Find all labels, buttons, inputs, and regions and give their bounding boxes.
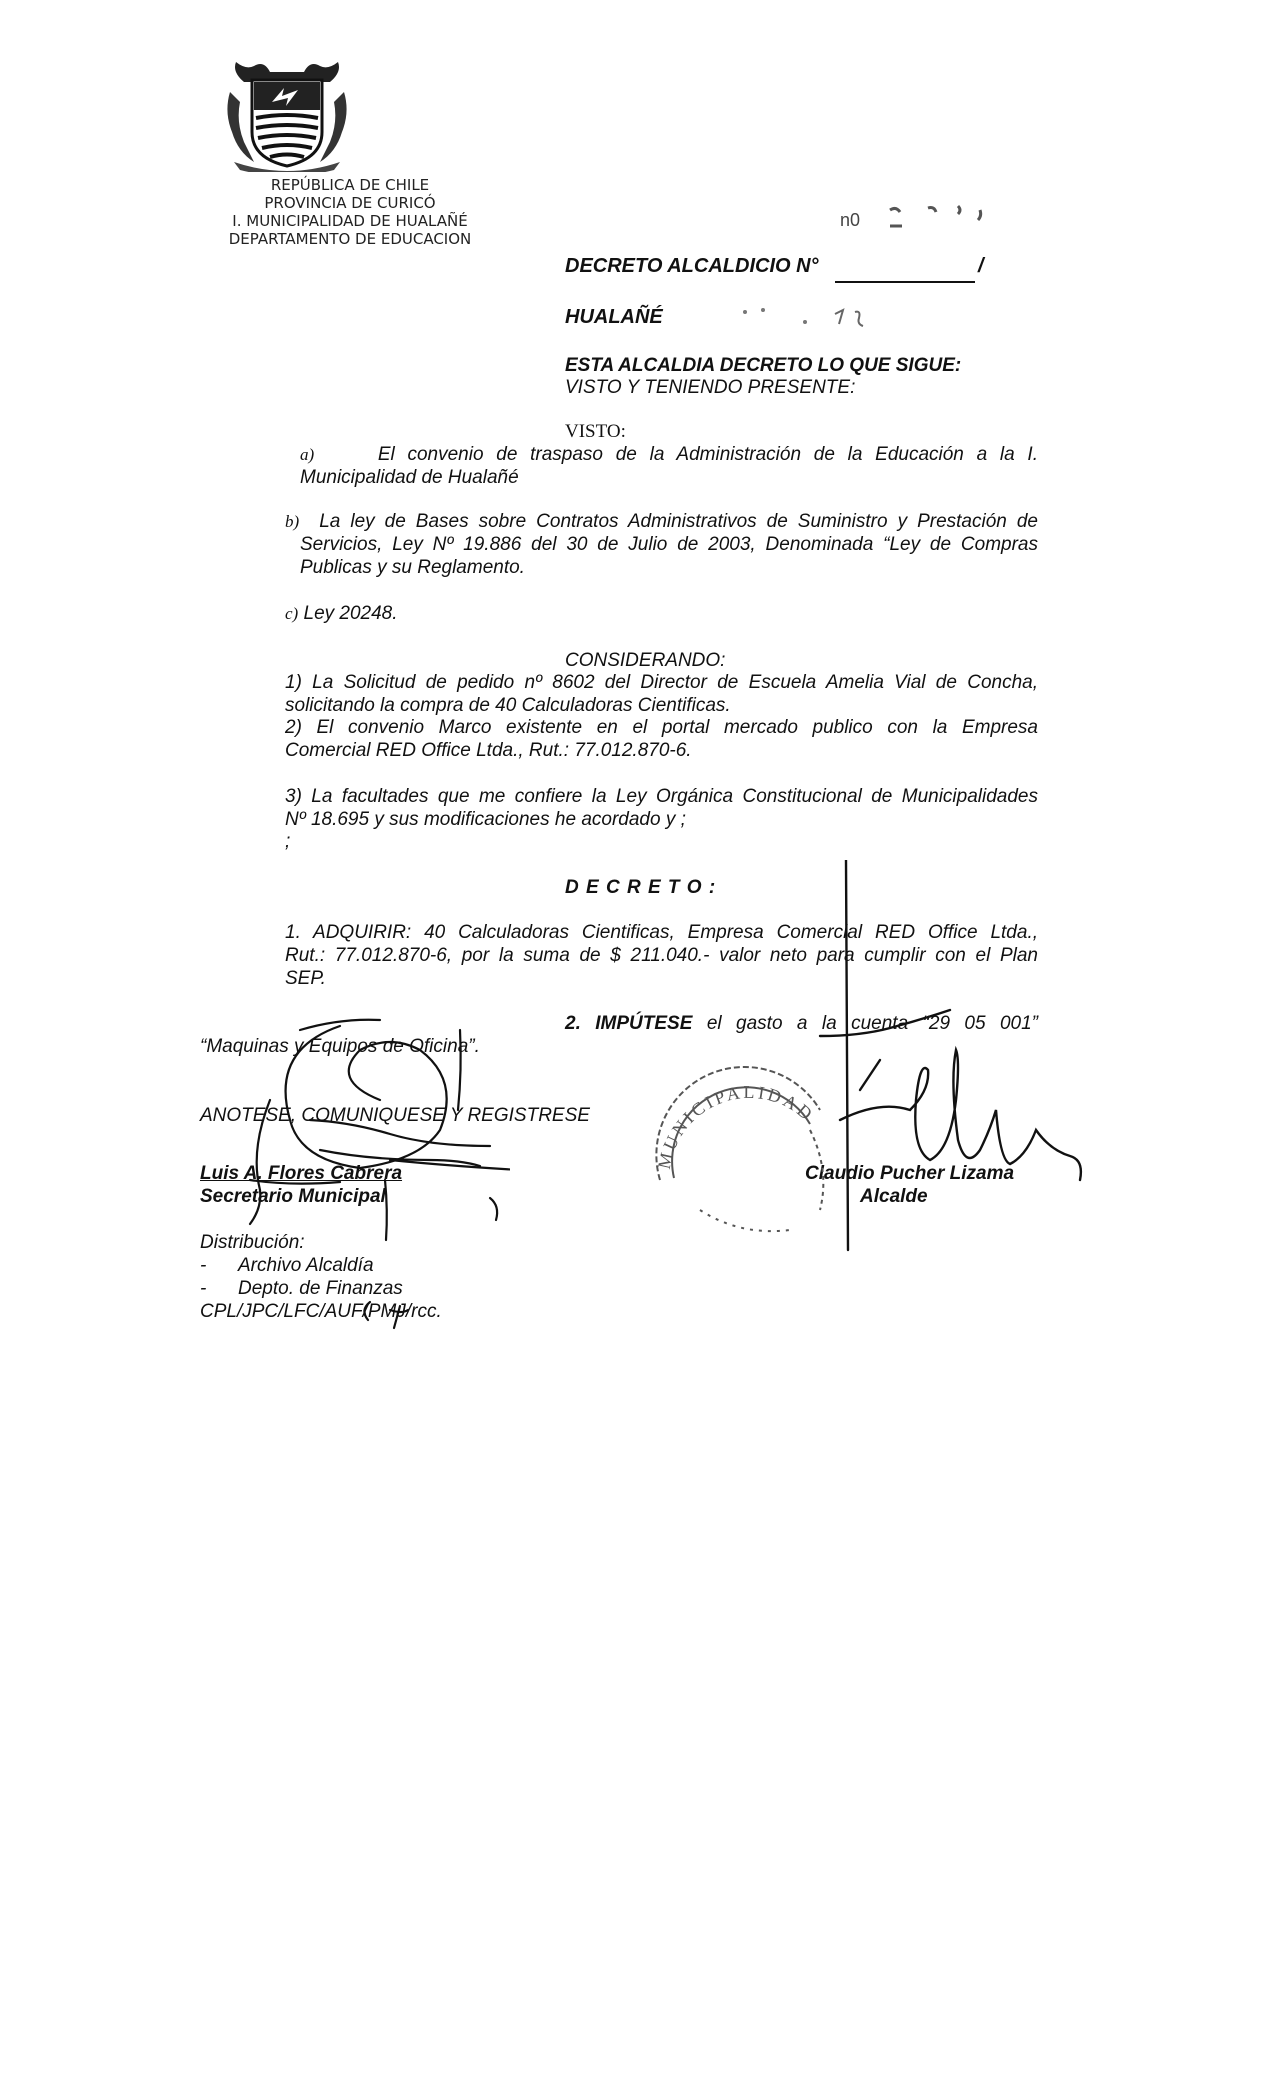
decreto-item-2-rest: el gasto a la cuenta “29 05 001” xyxy=(706,1013,1039,1034)
header-country: REPÚBLICA DE CHILE xyxy=(270,176,430,194)
visto-text-a-2: Municipalidad de Hualañé xyxy=(300,467,519,488)
mayor-name: Claudio Pucher Lizama xyxy=(805,1163,1015,1184)
visto-item-c xyxy=(285,602,398,625)
stamp-marks xyxy=(860,200,1000,240)
considerando-item-2 xyxy=(285,716,1038,762)
distribution-item: - Archivo Alcaldía xyxy=(200,1255,374,1276)
decree-title: DECRETO ALCALDICIO N° xyxy=(565,255,819,277)
decree-number-line xyxy=(835,281,975,283)
considerando-item-3-l1: 3) La facultades que me confiere la Ley Orgánica Constitucional de Municipalidades xyxy=(285,786,1038,807)
visto-marker-a: a) xyxy=(300,445,315,464)
visto-text-c: Ley 20248. xyxy=(303,603,398,624)
decree-title-slash: / xyxy=(978,255,984,277)
secretary-signature xyxy=(190,1010,510,1340)
secretary-title: Secretario Municipal xyxy=(200,1186,386,1207)
header-municipality: I. MUNICIPALIDAD DE HUALAÑÉ xyxy=(232,212,468,230)
stamp-number: n0 xyxy=(840,210,861,230)
decreto-item-1-l1: 1. ADQUIRIR: 40 Calculadoras Cientificas, Empresa Comercial RED Office Ltda., xyxy=(285,922,1038,943)
visto-item-b xyxy=(285,510,1038,579)
visto-title: VISTO: xyxy=(565,421,626,442)
decreto-item-1-l2: Rut.: 77.012.870-6, por la suma de $ 211.040.- valor neto para cumplir con el Plan xyxy=(285,945,1038,966)
distribution-initials: CPL/JPC/LFC/AUF/PMJ/rcc. xyxy=(200,1301,442,1322)
considerando-title: CONSIDERANDO: xyxy=(565,650,726,671)
coat-of-arms-icon xyxy=(224,62,350,172)
decreto-item-1-l3: SEP. xyxy=(285,968,326,989)
seal-arc-text: MUNICIPALIDAD xyxy=(653,1081,819,1171)
decreto-title: D E C R E T O : xyxy=(565,877,717,898)
decreto-item-2-cont: “Maquinas y Equipos de Oficina”. xyxy=(200,1036,480,1057)
distribution-item-label: Depto. de Finanzas xyxy=(238,1278,403,1299)
date-stamp-marks xyxy=(735,302,895,332)
considerando-item-1 xyxy=(285,671,1038,717)
distribution-item: - Depto. de Finanzas xyxy=(200,1278,403,1299)
header-province: PROVINCIA DE CURICÓ xyxy=(264,194,436,212)
visto-text-b: La ley de Bases sobre Contratos Administrativos de Suministro y Prestación de xyxy=(319,511,1038,532)
considerando-item-3 xyxy=(285,785,1038,831)
considerando-item-1-l2: solicitando la compra de 40 Calculadoras Cientificas. xyxy=(285,695,731,716)
considerando-item-2-l2: Comercial RED Office Ltda., Rut.: 77.012.870-6. xyxy=(285,740,692,761)
mayor-title: Alcalde xyxy=(860,1186,928,1207)
intro-line-1: ESTA ALCALDIA DECRETO LO QUE SIGUE: xyxy=(565,355,962,376)
decreto-item-2-verb: IMPÚTESE xyxy=(595,1013,693,1034)
considerando-item-1-l1: 1) La Solicitud de pedido nº 8602 del Director de Escuela Amelia Vial de Concha, xyxy=(285,672,1038,693)
visto-text-b-3: Publicas y su Reglamento. xyxy=(300,557,525,578)
secretary-name: Luis A. Flores Cabrera xyxy=(200,1163,403,1184)
closing-formula: ANOTESE, COMUNIQUESE Y REGISTRESE xyxy=(200,1105,590,1126)
mayor-signature xyxy=(800,860,1090,1260)
visto-marker-b: b) xyxy=(285,512,300,531)
visto-item-a xyxy=(300,443,1038,489)
visto-text-a: El convenio de traspaso de la Administración de la Educación a la I. xyxy=(377,444,1038,465)
visto-marker-c: c) xyxy=(285,604,299,623)
considerando-stray-mark: ; xyxy=(285,831,291,852)
header-department: DEPARTAMENTO DE EDUCACION xyxy=(228,230,472,248)
considerando-item-2-l1: 2) El convenio Marco existente en el portal mercado publico con la Empresa xyxy=(285,717,1038,738)
considerando-item-3-l2: Nº 18.695 y sus modificaciones he acordado y ; xyxy=(285,809,686,830)
visto-text-b-2: Servicios, Ley Nº 19.886 del 30 de Julio de 2003, Denominada “Ley de Compras xyxy=(300,534,1038,555)
decreto-item-2-num: 2. xyxy=(565,1013,581,1034)
distribution-title: Distribución: xyxy=(200,1232,305,1253)
intro-line-2: VISTO Y TENIENDO PRESENTE: xyxy=(565,377,856,398)
distribution-item-label: Archivo Alcaldía xyxy=(238,1255,374,1276)
municipal-crest xyxy=(224,62,350,172)
place-name: HUALAÑÉ xyxy=(565,306,663,328)
